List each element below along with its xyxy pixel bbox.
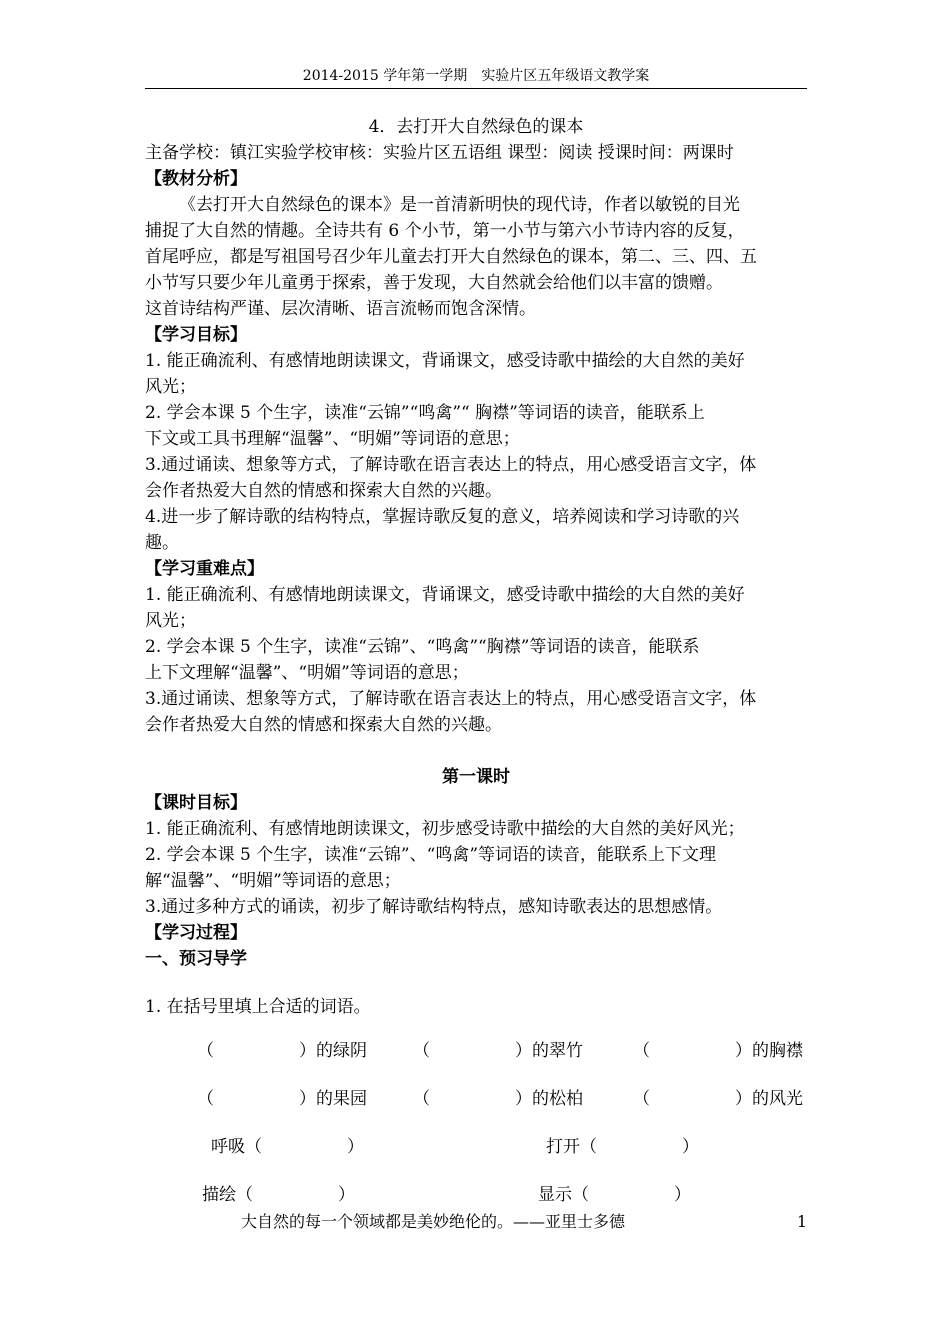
fill-blank-item[interactable]: （ ）的绿阴 <box>197 1041 367 1061</box>
fill-blank-item[interactable]: 显示（ ） <box>538 1185 691 1205</box>
paragraph-line: 下文或工具书理解“温馨”、“明媚”等词语的意思； <box>145 429 520 449</box>
page-header <box>145 66 807 89</box>
paragraph-line: 3.通过诵读、想象等方式，了解诗歌在语言表达上的特点，用心感受语言文字，体 <box>145 689 757 709</box>
paragraph-line: 风光； <box>145 611 196 631</box>
paragraph-line: 2. 学会本课 5 个生字，读准“云锦”、“鸣禽”等词语的读音，能联系上下文理 <box>145 845 717 865</box>
meta-line: 主备学校：镇江实验学校审核：实验片区五语组 课型：阅读 授课时间：两课时 <box>145 143 734 163</box>
paragraph-line: 解“温馨”、“明媚”等词语的意思； <box>145 871 401 891</box>
page-number: 1 <box>796 1212 807 1231</box>
paragraph-line: 捕捉了大自然的情趣。全诗共有 6 个小节，第一小节与第六小节诗内容的反复， <box>145 221 745 241</box>
fill-blank-item[interactable]: （ ）的松柏 <box>413 1089 583 1109</box>
key-points-heading: 【学习重难点】 <box>145 559 264 579</box>
lesson-goals-heading: 【课时目标】 <box>145 793 247 813</box>
goals-heading: 【学习目标】 <box>145 325 247 345</box>
paragraph-line: 会作者热爱大自然的情感和探索大自然的兴趣。 <box>145 481 502 501</box>
fill-blank-row <box>145 1076 807 1124</box>
fill-blank-item[interactable]: （ ）的果园 <box>197 1089 367 1109</box>
paragraph-line: 会作者热爱大自然的情感和探索大自然的兴趣。 <box>145 715 502 735</box>
paragraph-line: 小节写只要少年儿童勇于探索，善于发现，大自然就会给他们以丰富的馈赠。 <box>145 273 723 293</box>
header-text: 2014-2015 学年第一学期 实验片区五年级语文教学案 <box>302 68 650 84</box>
fill-blank-item[interactable]: 呼吸（ ） <box>211 1137 364 1157</box>
paragraph-line: 1. 能正确流利、有感情地朗读课文，初步感受诗歌中描绘的大自然的美好风光； <box>145 819 745 839</box>
paragraph-line: 《去打开大自然绿色的课本》是一首清新明快的现代诗，作者以敏锐的目光 <box>179 195 740 215</box>
paragraph-line: 首尾呼应，都是写祖国号召少年儿童去打开大自然绿色的课本，第二、三、四、五 <box>145 247 757 267</box>
paragraph-line: 2. 学会本课 5 个生字，读准“云锦”“鸣禽”“ 胸襟”等词语的读音，能联系上 <box>145 403 705 423</box>
lesson-title: 4．去打开大自然绿色的课本 <box>368 117 584 137</box>
page-footer <box>145 1209 807 1235</box>
fill-blank-item[interactable]: （ ）的风光 <box>633 1089 803 1109</box>
process-heading: 【学习过程】 <box>145 923 247 943</box>
fill-blank-item[interactable]: 描绘（ ） <box>202 1185 355 1205</box>
paragraph-line: 趣。 <box>145 533 179 553</box>
exercise-instruction: 1. 在括号里填上合适的词语。 <box>145 997 371 1017</box>
fill-blank-item[interactable]: （ ）的翠竹 <box>413 1041 583 1061</box>
paragraph-line: 1. 能正确流利、有感情地朗读课文，背诵课文，感受诗歌中描绘的大自然的美好 <box>145 585 745 605</box>
paragraph-line: 风光； <box>145 377 196 397</box>
fill-blank-item[interactable]: （ ）的胸襟 <box>633 1041 803 1061</box>
document-body <box>145 114 807 1220</box>
footer-quote: 大自然的每一个领域都是美妙绝伦的。——亚里士多德 <box>241 1212 626 1231</box>
paragraph-line: 3.通过诵读、想象等方式，了解诗歌在语言表达上的特点，用心感受语言文字，体 <box>145 455 757 475</box>
paragraph-line: 2. 学会本课 5 个生字，读准“云锦”、“鸣禽”“胸襟”等词语的读音，能联系 <box>145 637 700 657</box>
fill-blank-row <box>145 1028 807 1076</box>
paragraph-line: 4.进一步了解诗歌的结构特点，掌握诗歌反复的意义，培养阅读和学习诗歌的兴 <box>145 507 740 527</box>
first-lesson-title: 第一课时 <box>442 767 510 787</box>
fill-blank-row <box>145 1124 807 1172</box>
fill-blank-item[interactable]: 打开（ ） <box>546 1137 699 1157</box>
analysis-heading: 【教材分析】 <box>145 169 247 189</box>
paragraph-line: 这首诗结构严谨、层次清晰、语言流畅而饱含深情。 <box>145 299 536 319</box>
paragraph-line: 1. 能正确流利、有感情地朗读课文，背诵课文，感受诗歌中描绘的大自然的美好 <box>145 351 745 371</box>
paragraph-line: 3.通过多种方式的诵读，初步了解诗歌结构特点，感知诗歌表达的思想感情。 <box>145 897 723 917</box>
preview-heading: 一、预习导学 <box>145 949 247 969</box>
paragraph-line: 上下文理解“温馨”、“明媚”等词语的意思； <box>145 663 469 683</box>
